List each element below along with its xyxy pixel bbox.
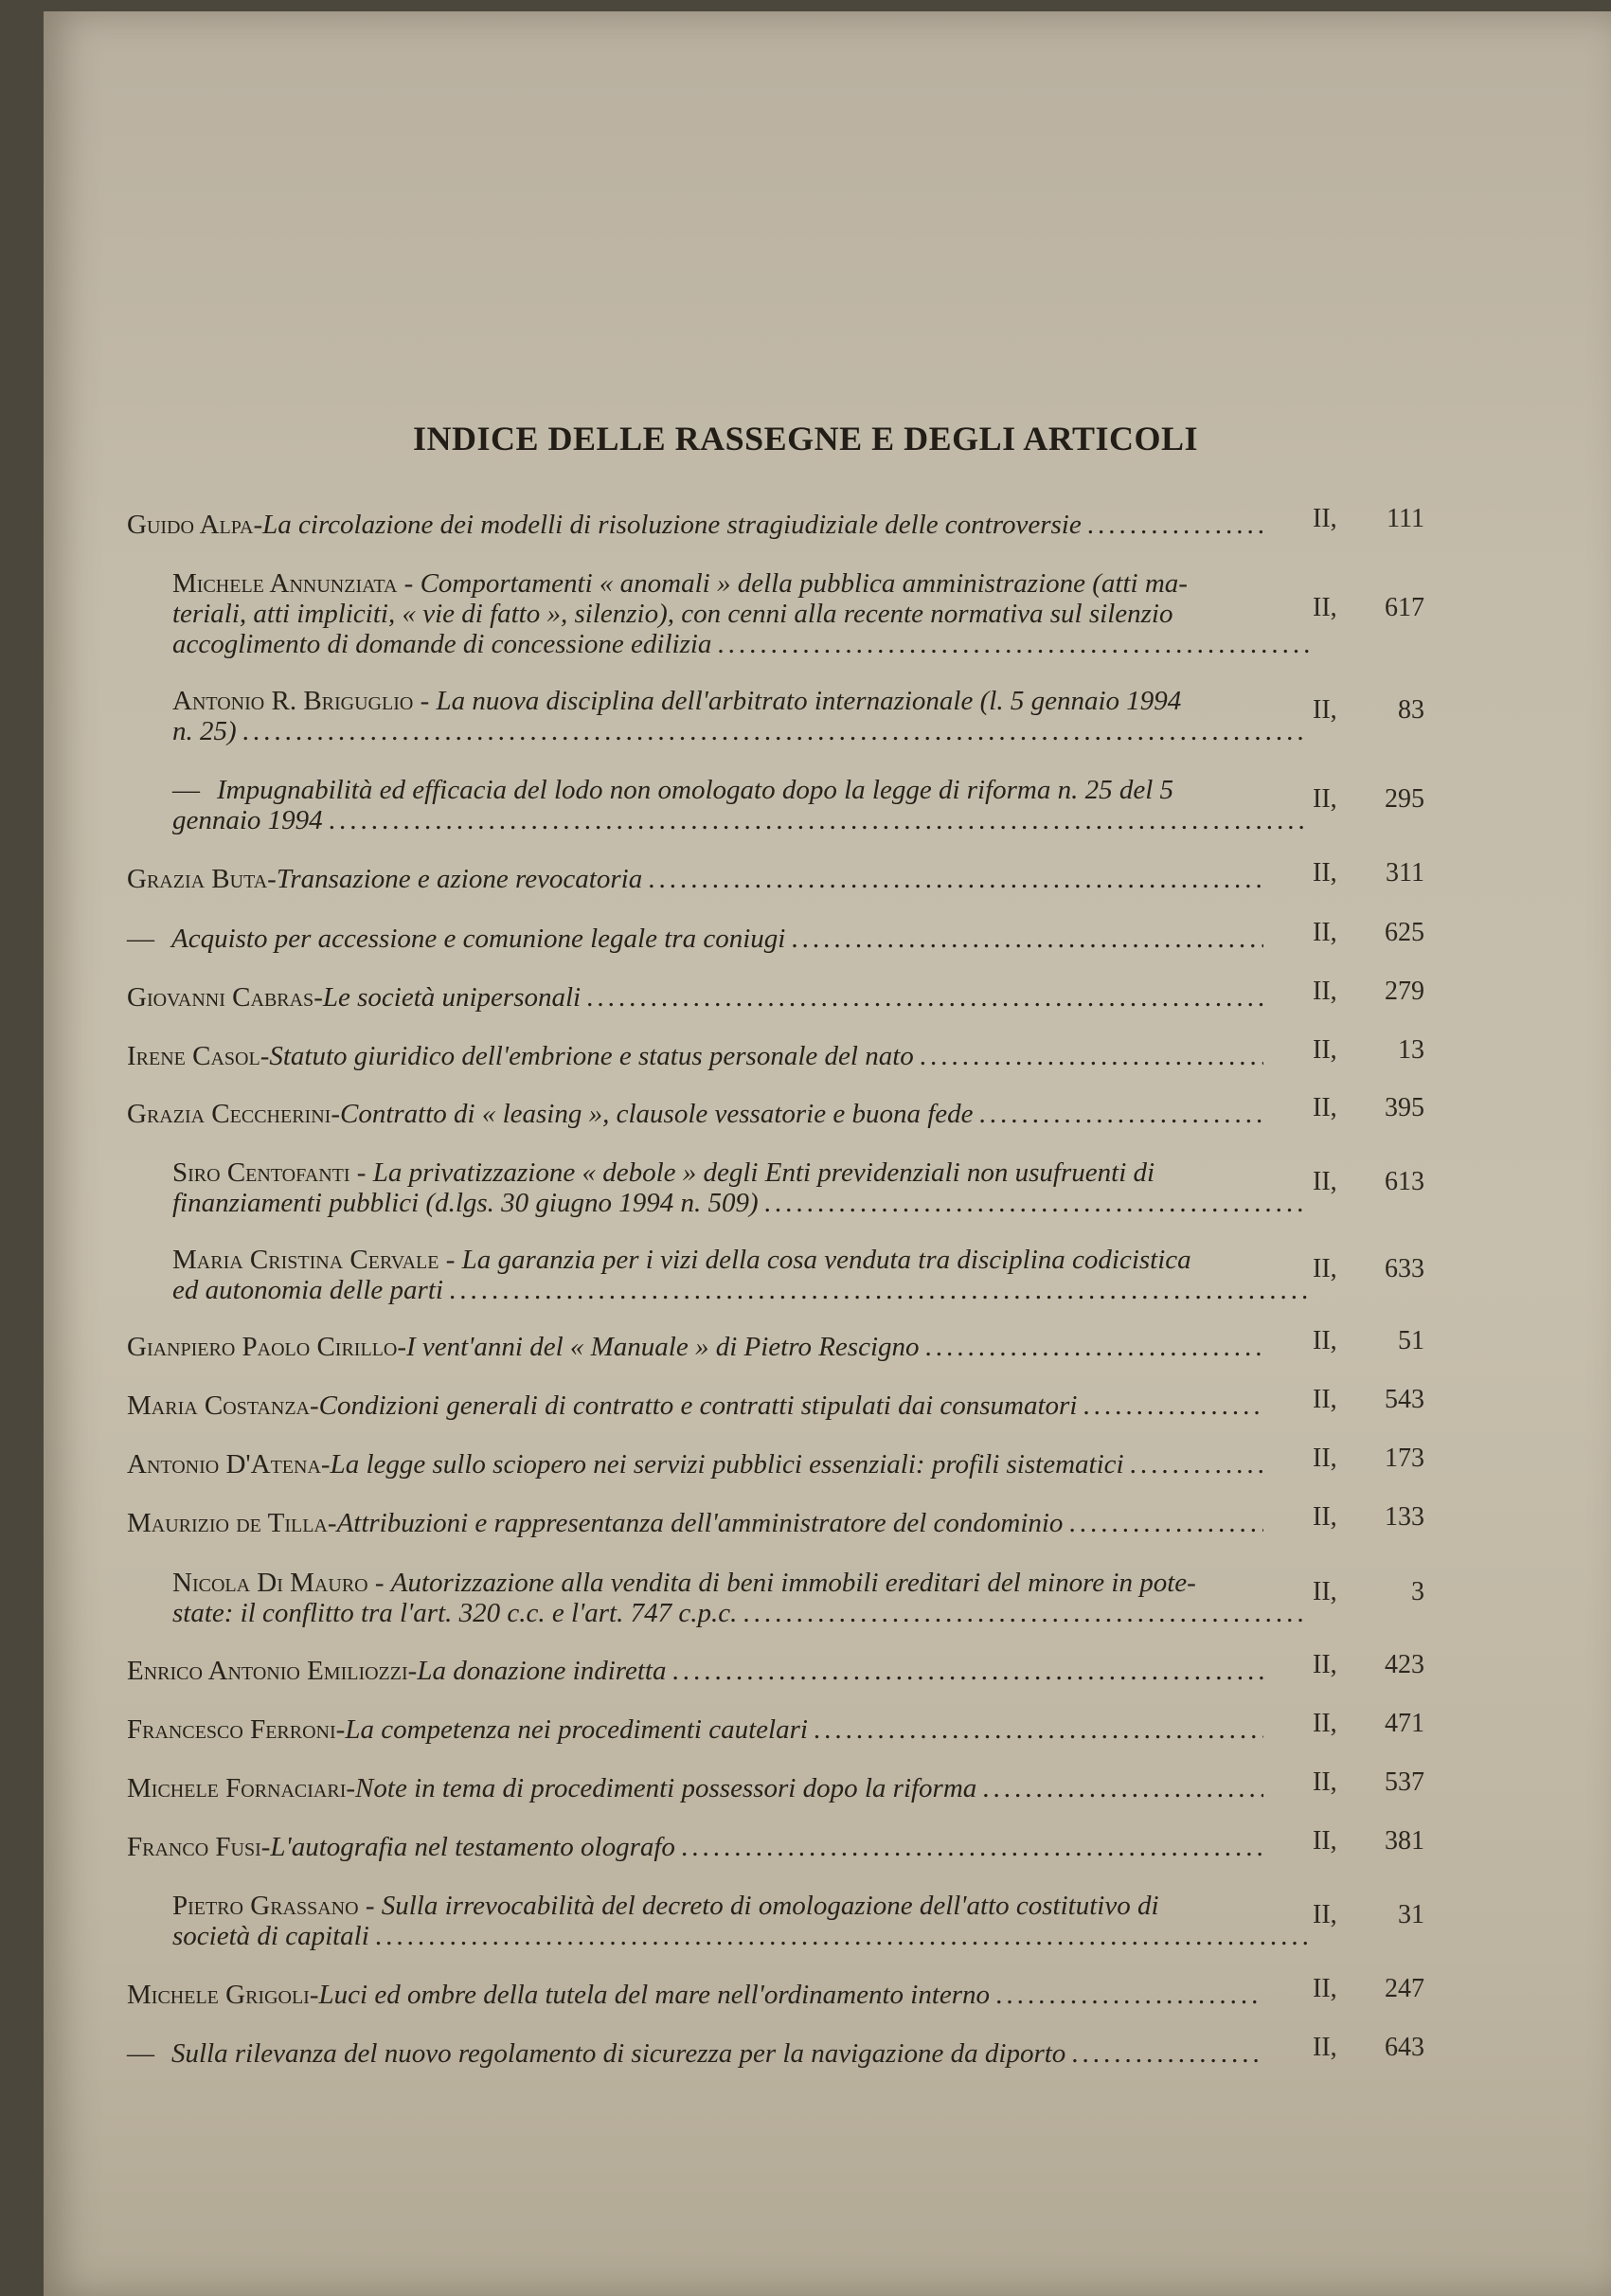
index-entry	[127, 686, 1424, 746]
author-name: Maria Costanza	[127, 1390, 310, 1421]
page-number: 633	[1385, 1254, 1424, 1283]
entry-line	[127, 1099, 1263, 1129]
separator: -	[407, 1656, 418, 1686]
entry-text	[127, 1656, 1263, 1686]
index-entry	[127, 1385, 1424, 1421]
article-title: La donazione indiretta	[417, 1656, 667, 1686]
separator: -	[335, 1714, 346, 1745]
index-entry	[127, 2033, 1424, 2069]
page-number: 173	[1385, 1444, 1424, 1473]
author-name: Siro Centofanti	[172, 1157, 350, 1188]
separator: -	[367, 1568, 391, 1598]
entry-line	[127, 1188, 1309, 1218]
dot-leader	[1087, 510, 1263, 540]
article-title: Note in tema di procedimenti possessori dopo la riforma	[355, 1773, 977, 1803]
entry-line	[127, 1832, 1263, 1862]
article-title: accoglimento di domande di concessione edilizia	[172, 629, 712, 659]
volume-number: II,	[1313, 504, 1337, 533]
page-number: 381	[1385, 1826, 1424, 1856]
separator: -	[439, 1245, 462, 1275]
volume-number: II,	[1313, 1650, 1337, 1679]
dot-leader	[1068, 1508, 1263, 1538]
index-entry	[127, 858, 1424, 894]
volume-number: II,	[1313, 858, 1337, 888]
volume-number: II,	[1313, 695, 1337, 725]
page-reference	[1313, 1167, 1424, 1197]
article-title: Condizioni generali di contratto e contratti stipulati dai consumatori	[318, 1390, 1078, 1421]
page-reference	[1313, 858, 1424, 888]
page-reference	[1313, 1900, 1424, 1930]
entry-line	[127, 1508, 1263, 1538]
volume-number: II,	[1313, 593, 1337, 622]
dot-leader	[982, 1773, 1263, 1803]
page-number: 31	[1398, 1900, 1424, 1929]
entry-line	[127, 1390, 1263, 1421]
article-title: Le società unipersonali	[322, 982, 582, 1013]
entry-line	[127, 1980, 1263, 2010]
page-number: 51	[1398, 1326, 1424, 1355]
entry-text	[127, 1980, 1263, 2010]
book-page	[44, 11, 1611, 2296]
entry-text	[127, 2038, 1263, 2069]
separator: -	[267, 864, 277, 894]
index-entry	[127, 918, 1424, 954]
entry-text	[127, 775, 1263, 835]
page-reference	[1313, 1650, 1424, 1680]
page-reference	[1313, 504, 1424, 534]
page-number: 613	[1385, 1167, 1424, 1196]
author-name: Grazia Ceccherini	[127, 1099, 331, 1129]
entry-line	[127, 716, 1309, 746]
dot-leader	[814, 1714, 1263, 1745]
author-name: Gianpiero Paolo Cirillo	[127, 1332, 398, 1362]
author-name: Antonio R. Briguglio	[172, 686, 414, 716]
article-title: La competenza nei procedimenti cautelari	[345, 1714, 808, 1745]
entry-line	[127, 568, 1263, 599]
page-number: 111	[1387, 504, 1424, 533]
dot-leader	[925, 1332, 1264, 1362]
ditto-dash: —	[127, 2038, 154, 2069]
index-entry	[127, 775, 1424, 835]
volume-number: II,	[1313, 784, 1337, 814]
entry-line	[127, 1568, 1263, 1598]
page-reference	[1313, 1577, 1424, 1607]
index-entry	[127, 568, 1424, 659]
dot-leader	[242, 716, 1309, 746]
article-title: La privatizzazione « debole » degli Enti previdenziali non usufruenti di	[372, 1157, 1155, 1188]
page-reference	[1313, 977, 1424, 1007]
entry-text	[127, 924, 1263, 954]
separator: -	[346, 1773, 356, 1803]
entry-line	[127, 1891, 1263, 1921]
separator: -	[349, 1157, 373, 1188]
author-name: Michele Grigoli	[127, 1980, 310, 2010]
entry-line	[127, 1275, 1309, 1305]
entry-text	[127, 1157, 1263, 1218]
separator: -	[309, 1980, 319, 2010]
dot-leader	[681, 1832, 1263, 1862]
page-reference	[1313, 1254, 1424, 1284]
volume-number: II,	[1313, 977, 1337, 1006]
dot-leader	[586, 982, 1263, 1013]
author-name: Guido Alpa	[127, 510, 254, 540]
entry-line	[127, 924, 1263, 954]
separator: -	[327, 1508, 337, 1538]
dot-leader	[791, 924, 1263, 954]
author-name: Enrico Antonio Emiliozzi	[127, 1656, 408, 1686]
page-reference	[1313, 1035, 1424, 1066]
article-title: n. 25)	[172, 716, 237, 746]
entry-line	[127, 1598, 1309, 1628]
volume-number: II,	[1313, 1254, 1337, 1283]
dot-leader	[1130, 1449, 1263, 1480]
entry-line	[127, 2038, 1263, 2069]
ditto-dash: —	[127, 924, 154, 954]
entry-line	[127, 864, 1263, 894]
index-entry	[127, 504, 1424, 540]
separator: -	[320, 1449, 331, 1480]
dot-leader	[671, 1656, 1263, 1686]
author-name: Michele Fornaciari	[127, 1773, 347, 1803]
index-entry	[127, 1974, 1424, 2010]
page-reference	[1313, 1444, 1424, 1474]
article-title: Sulla rilevanza del nuovo regolamento di sicurezza per la navigazione da diporto	[171, 2038, 1066, 2069]
entry-line	[127, 1332, 1263, 1362]
index-entry	[127, 1826, 1424, 1862]
dot-leader	[717, 629, 1309, 659]
article-title: Statuto giuridico dell'embrione e status personale del nato	[269, 1041, 914, 1071]
entry-text	[127, 1449, 1263, 1480]
entry-text	[127, 1390, 1263, 1421]
volume-number: II,	[1313, 1093, 1337, 1122]
volume-number: II,	[1313, 1709, 1337, 1738]
page-number: 395	[1385, 1093, 1424, 1122]
volume-number: II,	[1313, 1385, 1337, 1414]
separator: -	[413, 686, 437, 716]
dot-leader	[449, 1275, 1309, 1305]
article-title: La circolazione dei modelli di risoluzione stragiudiziale delle controversie	[262, 510, 1082, 540]
index-entry	[127, 1157, 1424, 1218]
page-number: 423	[1385, 1650, 1424, 1679]
dot-leader	[1083, 1390, 1263, 1421]
entry-line	[127, 510, 1263, 540]
author-name: Maurizio de Tilla	[127, 1508, 328, 1538]
page-reference	[1313, 1385, 1424, 1415]
entry-line	[127, 599, 1263, 629]
separator: -	[331, 1099, 340, 1129]
article-title: Luci ed ombre della tutela del mare nell'ordinamento interno	[318, 1980, 991, 2010]
article-title: Comportamenti « anomali » della pubblica amministrazione (atti ma-	[420, 568, 1188, 599]
index-entry	[127, 1650, 1424, 1686]
article-title: Impugnabilità ed efficacia del lodo non omologato dopo la legge di riforma n. 25 del 5	[217, 775, 1174, 805]
page-reference	[1313, 1826, 1424, 1857]
page-number: 83	[1398, 695, 1424, 725]
entry-line	[127, 1041, 1263, 1071]
author-name: Francesco Ferroni	[127, 1714, 336, 1745]
entry-text	[127, 982, 1263, 1013]
article-title: Acquisto per accessione e comunione legale tra coniugi	[171, 924, 786, 954]
separator: -	[397, 568, 421, 599]
index-title: INDICE DELLE RASSEGNE E DEGLI ARTICOLI	[413, 420, 1198, 458]
dot-leader	[979, 1099, 1263, 1129]
page-reference	[1313, 2033, 1424, 2063]
entry-text	[127, 1041, 1263, 1071]
volume-number: II,	[1313, 1502, 1337, 1532]
article-title: teriali, atti impliciti, « vie di fatto », silenzio), con cenni alla recente normativa sul silenzio	[172, 599, 1173, 629]
author-name: Franco Fusi	[127, 1832, 261, 1862]
entry-text	[127, 1714, 1263, 1745]
entry-text	[127, 1568, 1263, 1628]
page-reference	[1313, 1502, 1424, 1533]
entry-line	[127, 982, 1263, 1013]
page-number: 617	[1385, 593, 1424, 622]
entry-line	[127, 1449, 1263, 1480]
entry-text	[127, 1099, 1263, 1129]
entry-line	[127, 775, 1263, 805]
article-title: finanziamenti pubblici (d.lgs. 30 giugno 1994 n. 509)	[172, 1188, 759, 1218]
page-number: 133	[1385, 1502, 1424, 1532]
article-title: La garanzia per i vizi della cosa venduta tra disciplina codicistica	[461, 1245, 1191, 1275]
author-name: Michele Annunziata	[172, 568, 398, 599]
separator: -	[397, 1332, 406, 1362]
volume-number: II,	[1313, 1444, 1337, 1473]
index-entry	[127, 1093, 1424, 1129]
volume-number: II,	[1313, 1767, 1337, 1797]
dot-leader	[995, 1980, 1263, 2010]
entry-line	[127, 805, 1309, 835]
entry-text	[127, 1332, 1263, 1362]
volume-number: II,	[1313, 1974, 1337, 2003]
entry-text	[127, 864, 1263, 894]
page-number: 543	[1385, 1385, 1424, 1414]
index-entry	[127, 1568, 1424, 1628]
index-entry	[127, 1709, 1424, 1745]
article-title: La nuova disciplina dell'arbitrato internazionale (l. 5 gennaio 1994	[436, 686, 1182, 716]
page-reference	[1313, 1326, 1424, 1356]
page-reference	[1313, 1974, 1424, 2004]
entry-line	[127, 1157, 1263, 1188]
dot-leader	[329, 805, 1309, 835]
article-title: Autorizzazione alla vendita di beni immobili ereditari del minore in pote-	[390, 1568, 1196, 1598]
entry-text	[127, 568, 1263, 659]
separator: -	[358, 1891, 382, 1921]
dot-leader	[743, 1598, 1309, 1628]
page-reference	[1313, 918, 1424, 948]
volume-number: II,	[1313, 1826, 1337, 1856]
article-title: La legge sullo sciopero nei servizi pubblici essenziali: profili sistematici	[330, 1449, 1124, 1480]
article-title: L'autografia nel testamento olografo	[270, 1832, 675, 1862]
entry-line	[127, 1921, 1309, 1951]
separator: -	[310, 1390, 319, 1421]
dot-leader	[375, 1921, 1309, 1951]
entry-text	[127, 1832, 1263, 1862]
page-number: 311	[1386, 858, 1424, 888]
author-name: Grazia Buta	[127, 864, 268, 894]
separator: -	[260, 1041, 270, 1071]
article-title: state: il conflitto tra l'art. 320 c.c. e l'art. 747 c.p.c.	[172, 1598, 738, 1628]
author-name: Irene Casol	[127, 1041, 260, 1071]
volume-number: II,	[1313, 1035, 1337, 1065]
volume-number: II,	[1313, 1326, 1337, 1355]
entry-line	[127, 1245, 1263, 1275]
page-number: 295	[1385, 784, 1424, 814]
page-number: 625	[1385, 918, 1424, 947]
page-number: 3	[1411, 1577, 1424, 1606]
dot-leader	[920, 1041, 1263, 1071]
page-number: 537	[1385, 1767, 1424, 1797]
entry-line	[127, 1773, 1263, 1803]
article-title: Attribuzioni e rappresentanza dell'amministratore del condominio	[336, 1508, 1064, 1538]
index-entry	[127, 1502, 1424, 1538]
index-entry	[127, 1767, 1424, 1803]
volume-number: II,	[1313, 918, 1337, 947]
separator: -	[253, 510, 263, 540]
page-reference	[1313, 593, 1424, 623]
entry-text	[127, 1891, 1263, 1951]
article-title: Sulla irrevocabilità del decreto di omologazione dell'atto costitutivo di	[381, 1891, 1159, 1921]
page-reference	[1313, 695, 1424, 726]
author-name: Antonio D'Atena	[127, 1449, 321, 1480]
separator: -	[313, 982, 323, 1013]
index-entry	[127, 1326, 1424, 1362]
entry-text	[127, 510, 1263, 540]
entry-text	[127, 686, 1263, 746]
article-title: I vent'anni del « Manuale » di Pietro Rescigno	[406, 1332, 920, 1362]
volume-number: II,	[1313, 1167, 1337, 1196]
entry-text	[127, 1245, 1263, 1305]
page-reference	[1313, 1767, 1424, 1798]
page-number: 471	[1385, 1709, 1424, 1738]
author-name: Nicola Di Mauro	[172, 1568, 368, 1598]
entry-line	[127, 1714, 1263, 1745]
page-number: 279	[1385, 977, 1424, 1006]
index-entry	[127, 1245, 1424, 1305]
author-name: Maria Cristina Cervale	[172, 1245, 439, 1275]
page-reference	[1313, 1093, 1424, 1123]
entry-text	[127, 1508, 1263, 1538]
author-name: Pietro Grassano	[172, 1891, 359, 1921]
article-title: ed autonomia delle parti	[172, 1275, 443, 1305]
entry-text	[127, 1773, 1263, 1803]
index-entry	[127, 1035, 1424, 1071]
index-entry	[127, 1444, 1424, 1480]
ditto-dash: —	[172, 775, 200, 805]
dot-leader	[1071, 2038, 1263, 2069]
volume-number: II,	[1313, 2033, 1337, 2062]
entry-line	[127, 686, 1263, 716]
dot-leader	[648, 864, 1263, 894]
page-reference	[1313, 784, 1424, 815]
index-entry	[127, 1891, 1424, 1951]
entry-line	[127, 629, 1309, 659]
article-title: società di capitali	[172, 1921, 369, 1951]
entry-line	[127, 1656, 1263, 1686]
article-title: Contratto di « leasing », clausole vessatorie e buona fede	[339, 1099, 974, 1129]
page-number: 13	[1398, 1035, 1424, 1065]
article-title: Transazione e azione revocatoria	[276, 864, 643, 894]
index-entry	[127, 977, 1424, 1013]
author-name: Giovanni Cabras	[127, 982, 314, 1013]
page-reference	[1313, 1709, 1424, 1739]
volume-number: II,	[1313, 1900, 1337, 1929]
separator: -	[260, 1832, 271, 1862]
article-title: gennaio 1994	[172, 805, 323, 835]
page-number: 247	[1385, 1974, 1424, 2003]
page-number: 643	[1385, 2033, 1424, 2062]
volume-number: II,	[1313, 1577, 1337, 1606]
dot-leader	[764, 1188, 1309, 1218]
